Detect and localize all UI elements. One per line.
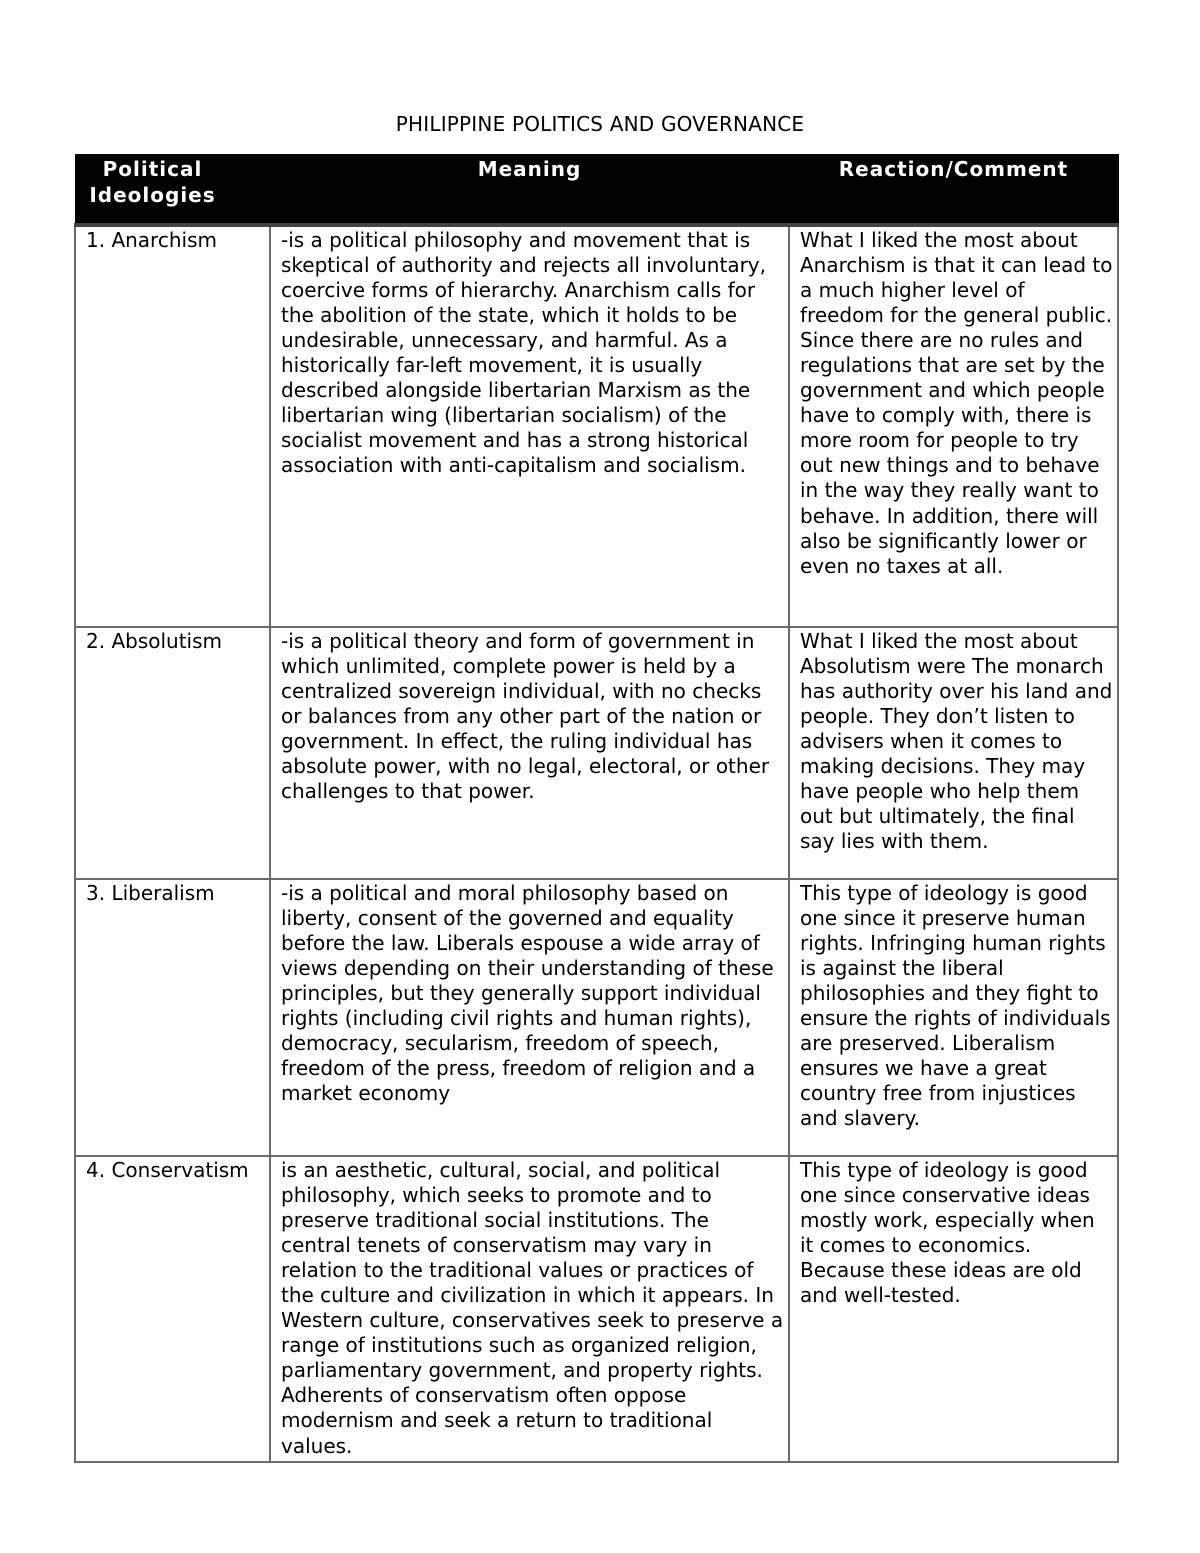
header-reaction-comment: Reaction/Comment bbox=[789, 155, 1118, 225]
table-header-row bbox=[75, 155, 1118, 225]
ideology-meaning: -is a political and moral philosophy based on liberty, consent of the governed and equality before the law. Liberals espouse a wide array of views depending on their understanding of these principles, but they generally support individual rights (including civil rights and human rights), democracy, secularism, freedom of speech, freedom of the press, freedom of religion and a market economy bbox=[270, 879, 789, 1156]
document-title: PHILIPPINE POLITICS AND GOVERNANCE bbox=[395, 112, 805, 136]
ideology-meaning: -is a political philosophy and movement that is skeptical of authority and rejects all involuntary, coercive forms of hierarchy. Anarchism calls for the abolition of the state, which it holds to be undesirable, unnecessary, and harmful. As a historically far-left movement, it is usually described alongside libertarian Marxism as the libertarian wing (libertarian socialism) of the socialist movement and has a strong historical association with anti-capitalism and socialism. bbox=[270, 225, 789, 627]
ideology-meaning: -is a political theory and form of government in which unlimited, complete power is held by a centralized sovereign individual, with no checks or balances from any other part of the nation or government. In effect, the ruling individual has absolute power, with no legal, electoral, or other challenges to that power. bbox=[270, 627, 789, 879]
ideology-meaning: is an aesthetic, cultural, social, and political philosophy, which seeks to promote and to preserve traditional social institutions. The central tenets of conservatism may vary in relation to the traditional values or practices of the culture and civilization in which it appears. In Western culture, conservatives seek to preserve a range of institutions such as organized religion, parliamentary government, and property rights. Adherents of conservatism often oppose modernism and seek a return to traditional values. bbox=[270, 1156, 789, 1462]
ideology-reaction: This type of ideology is good one since it preserve human rights. Infringing human rights is against the liberal philosophies and they fight to ensure the rights of individuals are preserved. Liberalism ensures we have a great country free from injustices and slavery. bbox=[789, 879, 1118, 1156]
table-row bbox=[75, 879, 1118, 1156]
header-meaning: Meaning bbox=[270, 155, 789, 225]
ideology-name: 4. Conservatism bbox=[75, 1156, 270, 1462]
table-row bbox=[75, 1156, 1118, 1462]
table-row bbox=[75, 627, 1118, 879]
ideology-reaction: What I liked the most about Anarchism is that it can lead to a much higher level of freedom for the general public. Since there are no rules and regulations that are set by the government and which people have to comply with, there is more room for people to try out new things and to behave in the way they really want to behave. In addition, there will also be significantly lower or even no taxes at all. bbox=[789, 225, 1118, 627]
ideology-name: 2. Absolutism bbox=[75, 627, 270, 879]
ideology-name: 3. Liberalism bbox=[75, 879, 270, 1156]
header-political-ideologies: Political Ideologies bbox=[75, 155, 270, 225]
ideologies-table bbox=[74, 154, 1119, 1463]
table-row bbox=[75, 225, 1118, 627]
ideology-reaction: What I liked the most about Absolutism were The monarch has authority over his land and people. They don’t listen to advisers when it comes to making decisions. They may have people who help them out but ultimately, the final say lies with them. bbox=[789, 627, 1118, 879]
ideology-reaction: This type of ideology is good one since conservative ideas mostly work, especially when it comes to economics. Because these ideas are old and well-tested. bbox=[789, 1156, 1118, 1462]
ideology-name: 1. Anarchism bbox=[75, 225, 270, 627]
